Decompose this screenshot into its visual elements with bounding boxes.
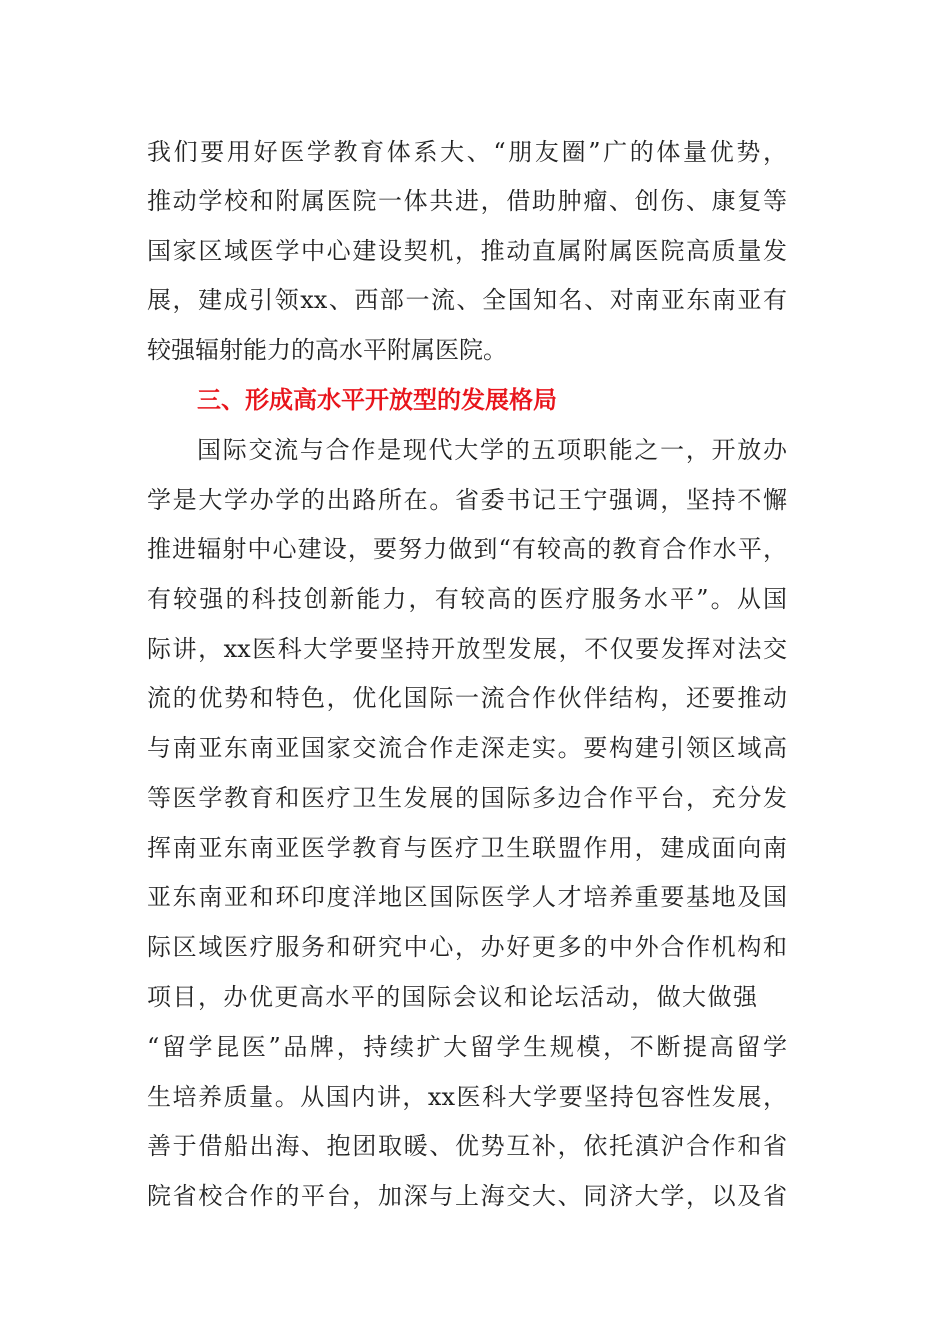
paragraph-line: 学是大学办学的出路所在。省委书记王宁强调，坚持不懈 [147,486,787,514]
paragraph-line: 项目，办优更高水平的国际会议和论坛活动，做大做强 [147,983,757,1011]
paragraph-line: “留学昆医”品牌，持续扩大留学生规模，不断提高留学 [147,1033,787,1061]
paragraph-line: 生培养质量。从国内讲，xx医科大学要坚持包容性发展， [147,1083,787,1111]
paragraph-line: 善于借船出海、抱团取暖、优势互补，依托滇沪合作和省 [147,1132,787,1160]
paragraph-line: 与南亚东南亚国家交流合作走深走实。要构建引领区域高 [147,734,787,762]
paragraph-line: 挥南亚东南亚医学教育与医疗卫生联盟作用，建成面向南 [147,834,787,862]
paragraph-line: 推进辐射中心建设，要努力做到“有较高的教育合作水平， [147,535,787,563]
paragraph-line: 际区域医疗服务和研究中心，办好更多的中外合作机构和 [147,933,787,961]
paragraph-line: 流的优势和特色，优化国际一流合作伙伴结构，还要推动 [147,684,787,712]
paragraph-line: 较强辐射能力的高水平附属医院。 [147,336,507,364]
paragraph-line: 院省校合作的平台，加深与上海交大、同济大学，以及省 [147,1182,787,1210]
paragraph-line: 推动学校和附属医院一体共进，借助肿瘤、创伤、康复等 [147,187,787,215]
section-heading: 三、形成高水平开放型的发展格局 [197,386,557,414]
paragraph-line: 国际交流与合作是现代大学的五项职能之一，开放办 [197,436,787,464]
paragraph-line: 国家区域医学中心建设契机，推动直属附属医院高质量发 [147,237,787,265]
paragraph-line: 亚东南亚和环印度洋地区国际医学人才培养重要基地及国 [147,883,787,911]
paragraph-line: 有较强的科技创新能力，有较高的医疗服务水平”。从国 [147,585,787,613]
paragraph-line: 展，建成引领xx、西部一流、全国知名、对南亚东南亚有 [147,286,787,314]
paragraph-line: 等医学教育和医疗卫生发展的国际多边合作平台，充分发 [147,784,787,812]
paragraph-line: 我们要用好医学教育体系大、“朋友圈”广的体量优势， [147,138,787,166]
paragraph-line: 际讲，xx医科大学要坚持开放型发展，不仅要发挥对法交 [147,635,787,663]
